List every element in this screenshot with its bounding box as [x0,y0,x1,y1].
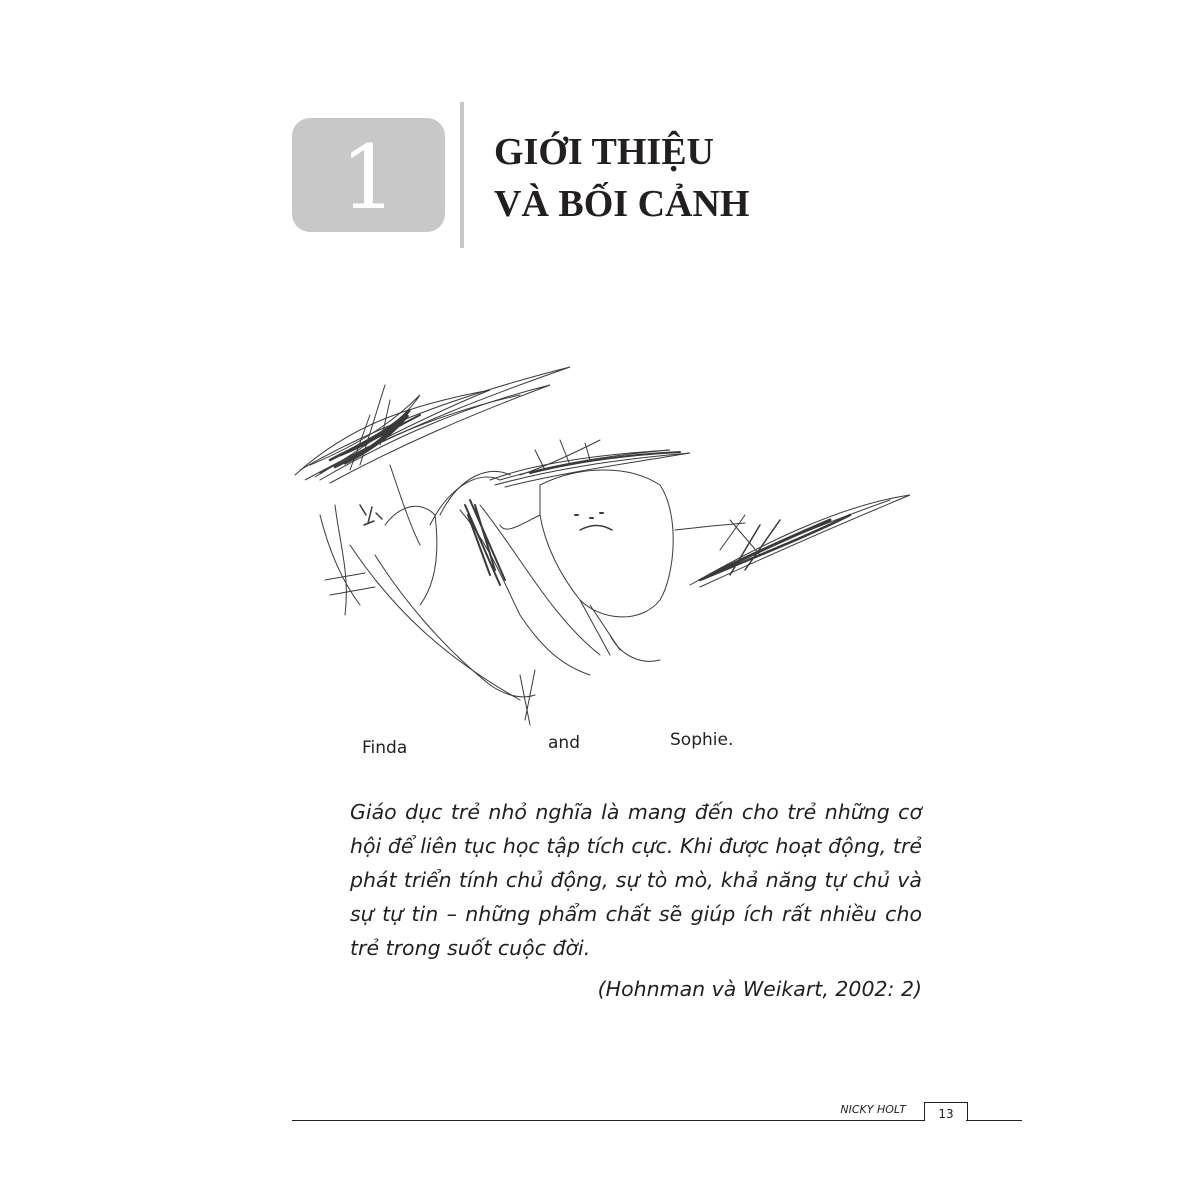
drawing-caption-right: Sophie. [670,730,734,750]
child-drawing [290,355,920,765]
chapter-number-box [292,118,445,232]
quote-citation: (Hohnman và Weikart, 2002: 2) [597,977,922,1001]
page-number: 13 [924,1102,968,1121]
chapter-divider [460,102,464,248]
chapter-title-line-2: VÀ BỐI CẢNH [494,183,750,225]
footer-rule [292,1120,924,1121]
chapter-title-line-1: GIỚI THIỆU [494,131,714,173]
chapter-title [494,126,749,230]
footer-rule-right [966,1120,1022,1121]
chapter-number: 1 [340,126,397,229]
drawing-caption-left: Finda [362,738,408,758]
quote-text: Giáo dục trẻ nhỏ nghĩa là mang đến cho trẻ những cơ hội để liên tục học tập tích cực. Khi được hoạt động, trẻ phát triển tính chủ động, sự tò mò, khả năng tự chủ và sự tự tin – những phẩm chất sẽ giúp ích rất nhiều cho trẻ trong suốt cuộc đời. [350,800,922,960]
drawing-caption-middle: and [548,733,580,753]
footer-author: NICKY HOLT [840,1103,906,1116]
